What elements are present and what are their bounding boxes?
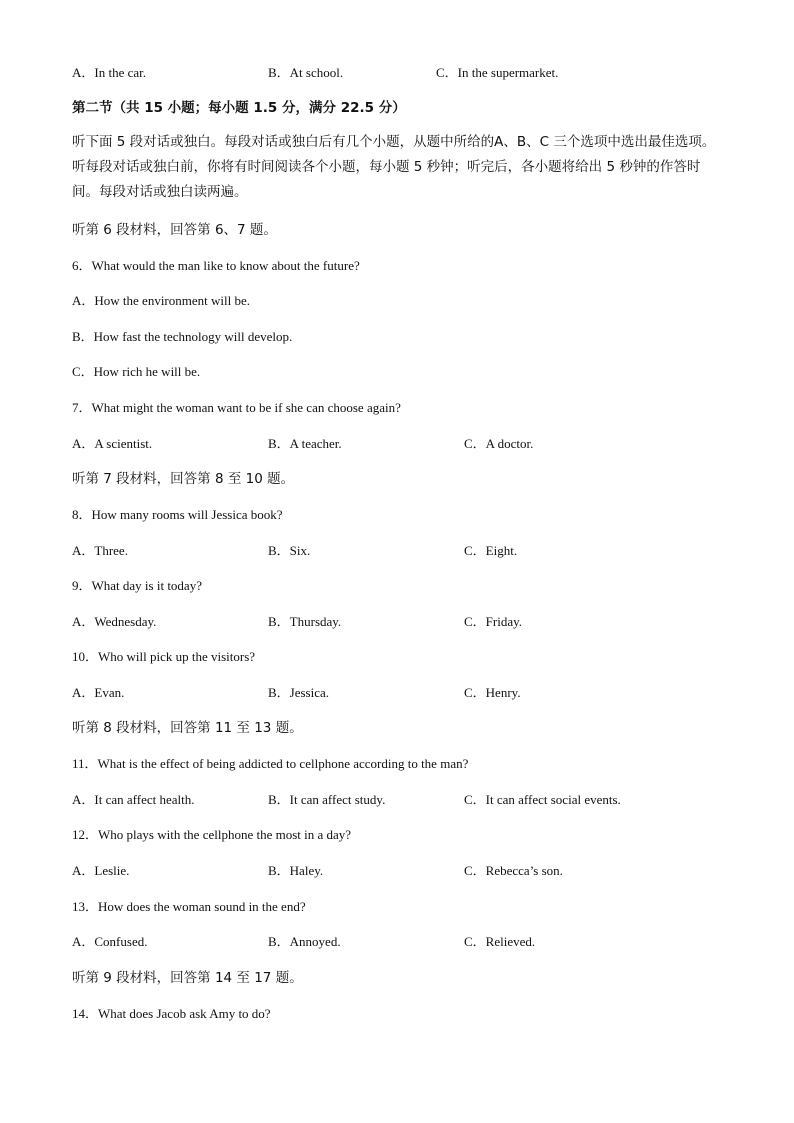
- question-7-options: [72, 435, 722, 453]
- option-b: B．Six.: [268, 543, 311, 558]
- question-8-stem: 8．How many rooms will Jessica book?: [72, 507, 283, 522]
- group-heading-8: 听第 8 段材料，回答第 11 至 13 题。: [72, 720, 303, 736]
- option-c: C．Relieved.: [464, 934, 536, 949]
- group-heading-6: 听第 6 段材料，回答第 6、7 题。: [72, 222, 277, 238]
- option-a: A．Wednesday.: [72, 614, 157, 629]
- section-instructions: 听下面 5 段对话或独白。每段对话或独白后有几个小题，从题中所给的A、B、C 三个选项中选出最佳选项。听每段对话或独白前，你将有时间阅读各个小题，每小题 5 秒钟；听完后，各小题将给出 5 秒钟的作答时间。每段对话或独白读两遍。: [72, 134, 716, 200]
- question-10-options: [72, 684, 722, 702]
- group-heading-9: 听第 9 段材料，回答第 14 至 17 题。: [72, 970, 303, 986]
- option-b: B．Thursday.: [268, 614, 342, 629]
- section-title: 第二节（共 15 小题；每小题 1.5 分，满分 22.5 分）: [72, 100, 406, 116]
- option-a: A．Confused.: [72, 934, 148, 949]
- question-6-option-a: A．How the environment will be.: [72, 293, 250, 308]
- option-a: A．Evan.: [72, 685, 125, 700]
- option-c: C．Eight.: [464, 543, 518, 558]
- option-a: A．Three.: [72, 543, 128, 558]
- question-9-options: [72, 613, 722, 631]
- question-14-stem: 14．What does Jacob ask Amy to do?: [72, 1006, 271, 1021]
- option-b: B．Annoyed.: [268, 934, 341, 949]
- option-c: C．Rebecca’s son.: [464, 863, 563, 878]
- option-b: B．Haley.: [268, 863, 324, 878]
- option-b: B．At school.: [268, 65, 344, 80]
- option-a: A．A scientist.: [72, 436, 153, 451]
- option-a: A．In the car.: [72, 65, 147, 80]
- question-6-stem: 6．What would the man like to know about the future?: [72, 258, 360, 273]
- option-c: C．It can affect social events.: [464, 792, 621, 807]
- question-13-options: [72, 933, 722, 951]
- question-6-option-b: B．How fast the technology will develop.: [72, 329, 293, 344]
- question-11-options: [72, 791, 722, 809]
- option-c: C．In the supermarket.: [436, 65, 559, 80]
- option-c: C．Henry.: [464, 685, 521, 700]
- option-a: A．Leslie.: [72, 863, 130, 878]
- question-11-stem: 11．What is the effect of being addicted to cellphone according to the man?: [72, 756, 469, 771]
- question-13-stem: 13．How does the woman sound in the end?: [72, 899, 306, 914]
- question-8-options: [72, 542, 722, 560]
- option-c: C．A doctor.: [464, 436, 534, 451]
- question-6-option-c: C．How rich he will be.: [72, 364, 201, 379]
- group-heading-7: 听第 7 段材料，回答第 8 至 10 题。: [72, 471, 295, 487]
- option-row-prev: [72, 64, 722, 82]
- option-b: B．A teacher.: [268, 436, 342, 451]
- option-b: B．Jessica.: [268, 685, 330, 700]
- question-12-options: [72, 862, 722, 880]
- option-c: C．Friday.: [464, 614, 523, 629]
- question-7-stem: 7．What might the woman want to be if she can choose again?: [72, 400, 401, 415]
- question-12-stem: 12．Who plays with the cellphone the most in a day?: [72, 827, 352, 842]
- option-b: B．It can affect study.: [268, 792, 386, 807]
- option-a: A．It can affect health.: [72, 792, 195, 807]
- question-9-stem: 9．What day is it today?: [72, 578, 202, 593]
- question-10-stem: 10．Who will pick up the visitors?: [72, 649, 256, 664]
